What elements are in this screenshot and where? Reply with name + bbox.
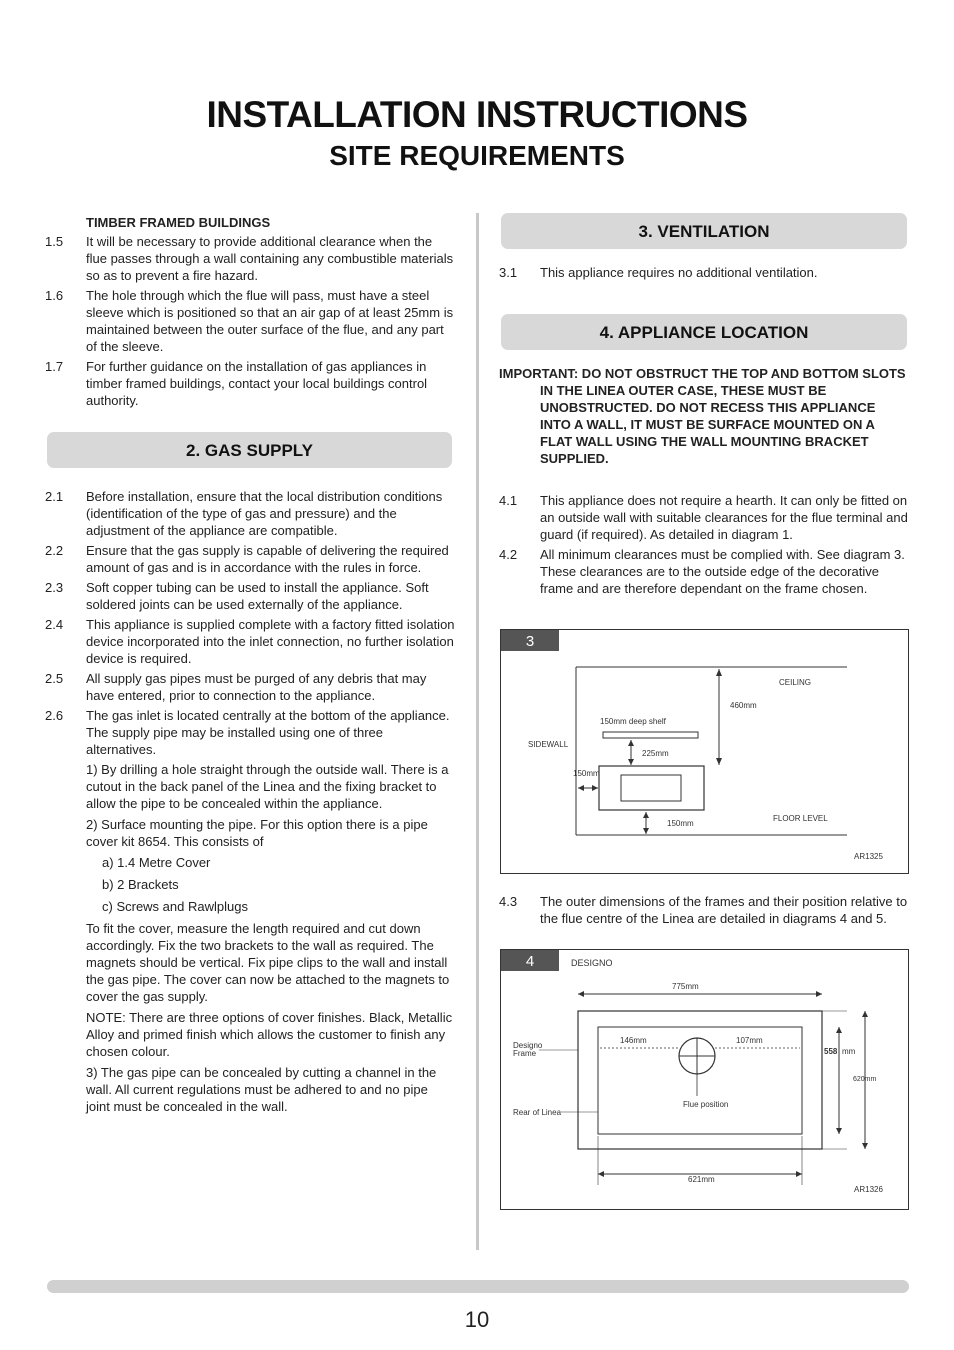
list-item — [45, 579, 455, 613]
arrow-head — [836, 1128, 842, 1134]
list-item — [499, 546, 909, 597]
arrow-head — [598, 1171, 604, 1177]
page-subtitle: SITE REQUIREMENTS — [329, 140, 625, 171]
important-notice: IMPORTANT: DO NOT OBSTRUCT THE TOP AND BOTTOM SLOTS IN THE LINEA OUTER CASE, THESE MUST BE UNOBSTRUCTED. DO NOT RECESS THIS APPLIANCE INTO A WALL, IT MUST BE SURFACE MOUNTED ON A FLAT WALL USING THE WALL MOUNTING BRACKET SUPPLIED. — [499, 366, 906, 466]
right-column — [499, 213, 909, 1210]
item-text: Before installation, ensure that the local distribution conditions (identification of the type of gas and pressure) and the adjustment of the appliance are compatible. — [86, 489, 443, 538]
diagram-number: 4 — [525, 953, 535, 970]
floor-label: FLOOR LEVEL — [773, 814, 828, 823]
gas-supply-heading: 2. GAS SUPPLY — [47, 432, 452, 468]
arrow-head — [716, 669, 722, 676]
list-item — [45, 287, 455, 355]
diagram-number: 3 — [525, 633, 535, 650]
list-item — [45, 670, 455, 704]
diagram-4-designo — [500, 949, 909, 1210]
arrow-head — [578, 991, 584, 997]
dim-150-floor-label: 150mm — [667, 819, 694, 828]
sidewall-label: SIDEWALL — [528, 740, 569, 749]
dim-558-label: 558 — [824, 1047, 838, 1056]
item-number: 1.5 — [45, 234, 64, 249]
item-number: 1.7 — [45, 359, 64, 374]
list-item — [45, 488, 455, 539]
dim-620-label: 620mm — [853, 1076, 877, 1083]
list-item — [45, 707, 455, 758]
diagram-ref: AR1325 — [854, 852, 883, 861]
arrow-head — [836, 1027, 842, 1033]
dim-150-side-label: 150mm — [573, 769, 600, 778]
list-item — [45, 542, 455, 576]
diagram-ref: AR1326 — [854, 1185, 883, 1194]
dim-775-label: 775mm — [672, 982, 699, 991]
arrow-head — [643, 828, 649, 834]
item-number: 1.6 — [45, 288, 64, 303]
arrow-head — [592, 785, 598, 791]
page-title: INSTALLATION INSTRUCTIONS — [206, 94, 748, 135]
item-text: For further guidance on the installation of gas appliances in timber framed buildings, contact your local buildings control authority. — [86, 359, 428, 408]
arrow-head — [643, 812, 649, 818]
item-number: 2.6 — [45, 708, 64, 723]
item-number: 2.5 — [45, 671, 64, 686]
appliance-location-heading: 4. APPLIANCE LOCATION — [501, 314, 907, 350]
dim-460-label: 460mm — [730, 701, 757, 710]
shelf — [603, 732, 698, 738]
appliance-window — [621, 775, 681, 801]
arrow-head — [578, 785, 584, 791]
ceiling-label: CEILING — [779, 678, 812, 687]
item-text: All supply gas pipes must be purged of any debris that may have entered, prior to connection to the appliance. — [86, 671, 427, 703]
alternative-2: 2) Surface mounting the pipe. For this option there is a pipe cover kit 8654. This consists of — [86, 817, 428, 849]
footer-bar — [47, 1280, 909, 1293]
arrow-head — [862, 1011, 868, 1017]
timber-heading: TIMBER FRAMED BUILDINGS — [86, 215, 271, 230]
note-paragraph: NOTE: There are three options of cover finishes. Black, Metallic Alloy and primed finish which allows the customer to finish any chosen colour. — [86, 1010, 453, 1059]
arrow-head — [862, 1143, 868, 1149]
item-text: All minimum clearances must be complied with. See diagram 3. These clearances are to the outside edge of the decorative frame and are therefore dependant on the frame chosen. — [540, 547, 905, 596]
clearance-diagram-svg — [501, 630, 908, 873]
item-text: The hole through which the flue will pass, must have a steel sleeve which is positioned so that an air gap of at least 25mm is maintained between the outer surface of the flue, and any part of the sleeve. — [86, 288, 454, 354]
dim-107-label: 107mm — [736, 1036, 763, 1045]
item-number: 3.1 — [499, 265, 518, 280]
list-item — [45, 358, 455, 409]
ventilation-heading: 3. VENTILATION — [501, 213, 907, 249]
alternative-1: 1) By drilling a hole straight through the outside wall. There is a cutout in the back panel of the Linea and the fixing bracket to allow the pipe to be concealed within the appliance. — [86, 762, 449, 811]
item-number: 2.1 — [45, 489, 64, 504]
kit-item-a: a) 1.4 Metre Cover — [102, 855, 211, 870]
dim-621-label: 621mm — [688, 1175, 715, 1184]
item-number: 4.2 — [499, 547, 518, 562]
item-number: 4.1 — [499, 493, 518, 508]
list-item — [499, 893, 909, 927]
item-text: Soft copper tubing can be used to install the appliance. Soft soldered joints can be used externally of the appliance. — [86, 580, 429, 612]
diagram-3-clearances — [500, 629, 909, 874]
kit-item-c: c) Screws and Rawlplugs — [102, 899, 248, 914]
arrow-head — [628, 759, 634, 765]
item-number: 2.2 — [45, 543, 64, 558]
item-text: This appliance does not require a hearth. It can only be fitted on an outside wall with suitable clearances for the flue terminal and guard (if required). As detailed in diagram 1. — [540, 493, 908, 542]
frame-label-line1: Designo — [513, 1041, 543, 1050]
arrow-head — [628, 740, 634, 746]
item-text: The gas inlet is located centrally at the bottom of the appliance. The supply pipe may be installed using one of three alternatives. — [86, 708, 450, 757]
arrow-head — [796, 1171, 802, 1177]
item-text: It will be necessary to provide additional clearance when the flue passes through a wall containing any combustible materials so as to prevent a fire hazard. — [86, 234, 454, 283]
page-number: 10 — [464, 1307, 490, 1332]
item-text: The outer dimensions of the frames and their position relative to the flue centre of the Linea are detailed in diagrams 4 and 5. — [540, 894, 908, 926]
item-number: 2.4 — [45, 617, 64, 632]
rear-of-linea-label: Rear of Linea — [513, 1108, 562, 1117]
fit-cover-paragraph: To fit the cover, measure the length required and cut down accordingly. Fix the two brackets to the wall as required. The magnets should be vertical. Fix pipe clips to the wall and install the gas pipe. The cover can now be attached to the magnets to cover the gas supply. — [86, 921, 450, 1004]
list-item — [499, 264, 909, 281]
dim-146-label: 146mm — [620, 1036, 647, 1045]
item-text: Ensure that the gas supply is capable of delivering the required amount of gas and is in accordance with the rules in force. — [86, 543, 449, 575]
arrow-head — [816, 991, 822, 997]
kit-item-b: b) 2 Brackets — [102, 877, 179, 892]
item-text: This appliance is supplied complete with a factory fitted isolation device incorporated into the inlet connection, no further isolation device is required. — [86, 617, 455, 666]
dim-558-unit: mm — [842, 1047, 856, 1056]
list-item — [45, 616, 455, 667]
arrow-head — [716, 758, 722, 765]
column-divider — [476, 213, 479, 1250]
item-number: 2.3 — [45, 580, 64, 595]
item-number: 4.3 — [499, 894, 518, 909]
frame-label-line2: Frame — [513, 1049, 537, 1058]
item-text: This appliance requires no additional ventilation. — [540, 265, 818, 280]
designo-label: DESIGNO — [571, 958, 613, 968]
alternative-3: 3) The gas pipe can be concealed by cutting a channel in the wall. All current regulations must be adhered to and no pipe joint must be concealed in the wall. — [86, 1065, 437, 1114]
dim-225-label: 225mm — [642, 749, 669, 758]
left-column — [45, 214, 455, 1119]
shelf-label: 150mm deep shelf — [600, 717, 666, 726]
designo-diagram-svg — [501, 950, 908, 1209]
list-item — [45, 233, 455, 284]
flue-position-label: Flue position — [683, 1100, 729, 1109]
list-item — [499, 492, 909, 543]
